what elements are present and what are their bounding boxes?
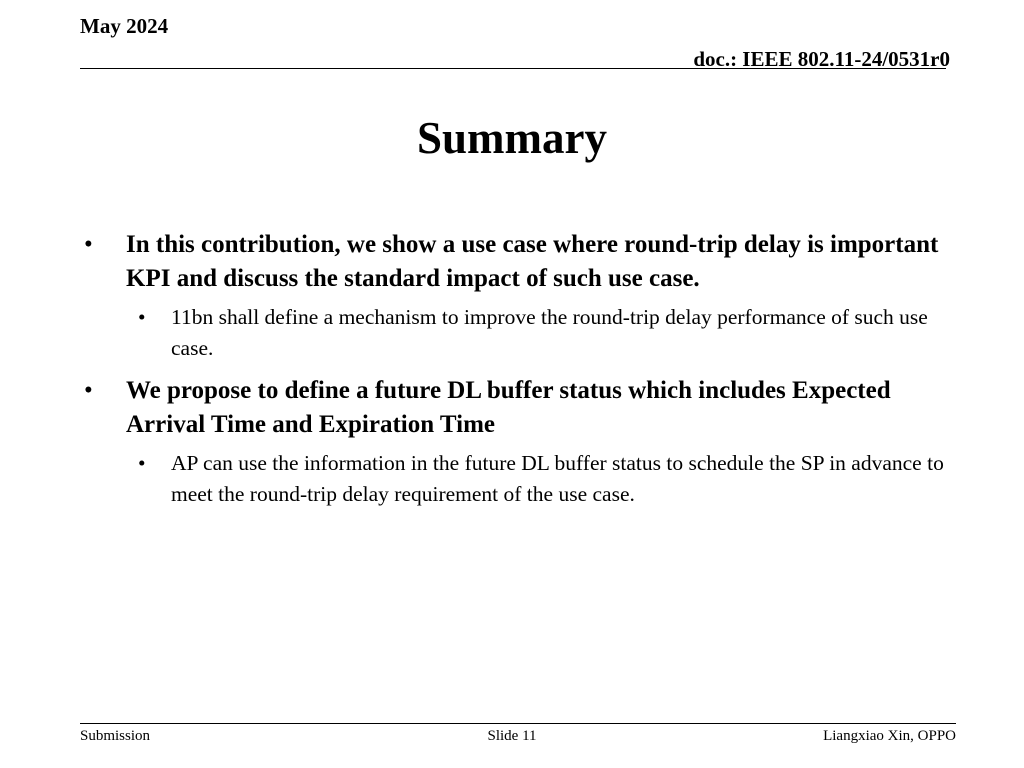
slide-title: Summary	[417, 113, 607, 163]
bullet-1	[84, 228, 944, 296]
bullet-marker: •	[84, 377, 93, 404]
bullet-2-text: We propose to define a future DL buffer status which includes Expected Arrival Time and Expiration Time	[126, 377, 891, 438]
sub-bullet-1-text: 11bn shall define a mechanism to improve the round-trip delay performance of such use case.	[171, 305, 928, 360]
header-date: May 2024	[80, 14, 169, 38]
bullet-marker: •	[84, 231, 93, 258]
sub-bullet-1	[84, 302, 944, 364]
footer-author: Liangxiao Xin, OPPO	[823, 728, 956, 744]
footer-submission: Submission	[80, 728, 151, 744]
footer-divider	[80, 723, 956, 724]
header-divider	[80, 68, 946, 69]
bullet-1-text: In this contribution, we show a use case where round-trip delay is important KPI and discuss the standard impact of such use case.	[126, 231, 939, 292]
sub-bullet-2-text: AP can use the information in the future DL buffer status to schedule the SP in advance to meet the round-trip delay requirement of the use case.	[171, 451, 944, 506]
slide-body	[84, 228, 944, 520]
bullet-marker: •	[138, 451, 146, 475]
bullet-2	[84, 374, 944, 442]
sub-bullet-2	[84, 448, 944, 510]
footer-slide-number: Slide 11	[487, 728, 537, 744]
bullet-marker: •	[138, 305, 146, 329]
header-doc-id: doc.: IEEE 802.11-24/0531r0	[693, 47, 950, 71]
